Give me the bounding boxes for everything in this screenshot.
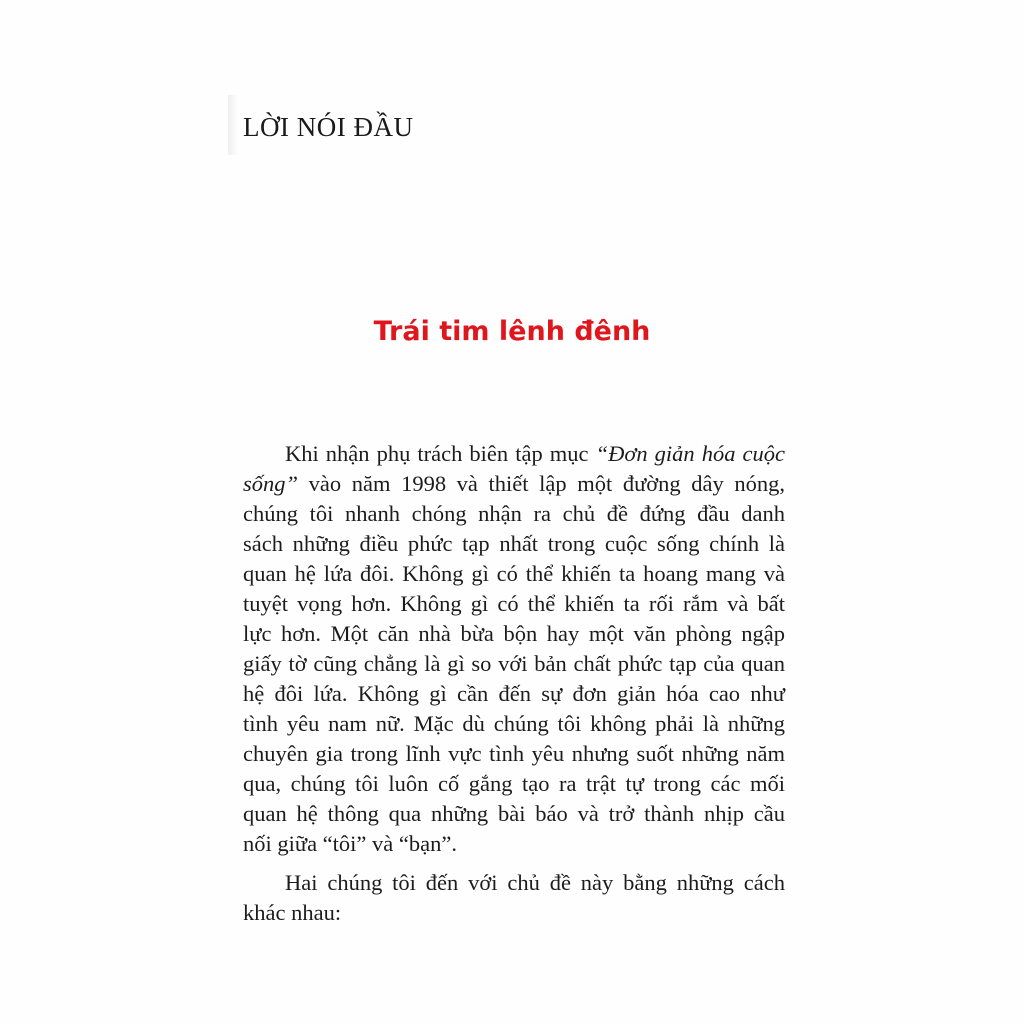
paragraph-gap: [243, 859, 785, 868]
text-line: sống” vào năm 1998 và thiết lập một đường dây nóng,: [243, 471, 785, 496]
text-line: tuyệt vọng hơn. Không gì có thể khiến ta rối rắm và bất: [243, 591, 785, 616]
text-line: Hai chúng tôi đến với chủ đề này bằng những cách: [285, 870, 785, 895]
body-text: [243, 439, 785, 928]
text-line: giấy tờ cũng chẳng là gì so với bản chất phức tạp của quan: [243, 651, 785, 676]
text-line: chuyên gia trong lĩnh vực tình yêu nhưng suốt những năm: [243, 741, 785, 766]
text-line: hệ đôi lứa. Không gì cần đến sự đơn giản hóa cao như: [243, 681, 785, 706]
text-line: nối giữa “tôi” và “bạn”.: [243, 831, 457, 856]
text-line: khác nhau:: [243, 900, 342, 925]
italic-column-title: “Đơn giản hóa cuộc: [595, 441, 785, 466]
text-line: tình yêu nam nữ. Mặc dù chúng tôi không phải là những: [243, 711, 785, 736]
text-line: Khi nhận phụ trách biên tập mục “Đơn giản hóa cuộc: [285, 441, 785, 466]
page-gutter-shadow: [228, 95, 238, 155]
italic-column-title: sống”: [243, 471, 299, 496]
chapter-title: Trái tim lênh đênh: [373, 316, 651, 347]
text-line: qua, chúng tôi luôn cố gắng tạo ra trật tự trong các mối: [243, 771, 785, 796]
text-line: quan hệ lứa đôi. Không gì có thể khiến ta hoang mang và: [243, 561, 785, 586]
paragraph: [243, 439, 785, 859]
text-line: sách những điều phức tạp nhất trong cuộc sống chính là: [243, 531, 785, 556]
text-line: chúng tôi nhanh chóng nhận ra chủ đề đứng đầu danh: [243, 501, 785, 526]
text-line: lực hơn. Một căn nhà bừa bộn hay một văn phòng ngập: [243, 621, 785, 646]
text-line: quan hệ thông qua những bài báo và trở thành nhịp cầu: [243, 801, 785, 826]
paragraph: [243, 868, 785, 928]
section-label: LỜI NÓI ĐẦU: [243, 112, 414, 142]
